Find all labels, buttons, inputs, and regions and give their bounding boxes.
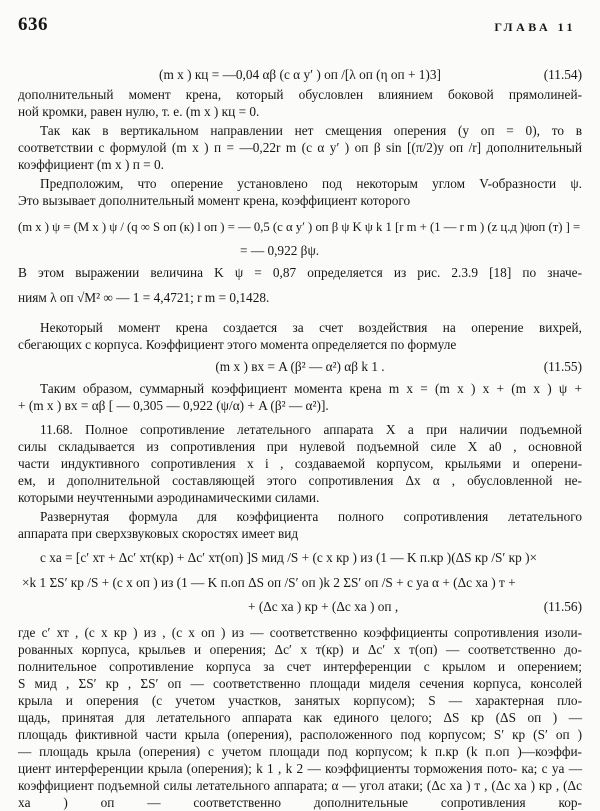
text-line: соответствии с формулой (m x ) п = —0,22r m (c α y′ ) оп β sin [(π/2)y оп /r] дополнительный [18,140,582,155]
text-line: Это вызывает дополнительный момент крена, коэффициент которого [18,193,411,208]
text-line: сбегающих с корпуса. Коэффициент этого момента определяется по формуле [18,337,457,352]
equation-11-56-line2: ×k 1 ΣS′ кр /S + (c x оп ) из (1 — K п.оп ΔS оп /S′ оп )k 2 ΣS′ оп /S + c ya α + (Δc xa ) т + [22,575,516,590]
text-line: циент интерференции крыла (оперения); k 1 , k 2 — коэффициенты торможения пото- ка; c ya — коэффициент подъемной силы летательного аппарата; α — угол атаки; (Δc xa ) т , (Δc xa ) кр , (Δc xa ) оп — соответственно дополнительные сопротивления кор- [18,761,582,810]
text-line: ниям λ оп √M² ∞ — 1 = 4,4721; r m = 0,1428. [18,290,270,305]
text-line: ем, и дополнительной составляющей этого сопротивления Δx α , обусловленной не- [18,473,582,488]
text-line: части индуктивного сопротивления x i , создаваемой корпусом, крыльями и оперени- [18,456,582,471]
text-line: где c′ хт , (c x кр ) из , (c x оп ) из — соответственно коэффициенты сопротивления изоли- [18,625,582,640]
text-line: щадь, принятая для летательного аппарата как единого целого; ΔS кр (ΔS оп ) — [18,710,582,725]
text-line: аппарата при сверхзвуковых скоростях имеет вид [18,526,299,541]
equation-11-56-line1: c xa = [c′ хт + Δc′ хт(кр) + Δc′ хт(оп) ]S мид /S + (c x кр ) из (1 — K п.кр )(ΔS кр /S′ кр )× [40,550,538,565]
text-line: Таким образом, суммарный коэффициент момента крена m x = (m x ) x + (m x ) ψ + [40,381,582,396]
text-line: Некоторый момент крена создается за счет воздействия на оперение вихрей, [40,320,582,335]
text-line: дополнительный момент крена, который обусловлен влиянием боковой прямолиней- [18,87,582,102]
text-line: рованных корпуса, крыльев и оперения; Δc′ x т(кр) и Δc′ x т(оп) — соответственно до- [18,642,582,657]
equation-roll-moment-psi: (m x ) ψ = (M x ) ψ / (q ∞ S оп (к) l оп ) = — 0,5 (c α y′ ) оп β ψ K ψ k 1 [r m + (1 — r m ) (z ц.д )ψоп (т) ] = [18,220,581,234]
equation-11-55: (m x ) вх = A (β² — α²) αβ k 1 . [215,359,385,374]
text-line: Предположим, что оперение установлено под некоторым углом V-образности ψ. [40,176,582,191]
equation-number: (11.54) [543,67,582,82]
text-line: В этом выражении величина K ψ = 0,87 определяется из рис. 2.3.9 [18] по значе- [18,265,582,280]
page-number: 636 [18,14,48,35]
text-line: — площадь крыла (оперения) с учетом площади под корпусом; k п.кр (k п.оп )—коэффи- [18,744,582,759]
equation-11-56-line3: + (Δc xa ) кр + (Δc xa ) оп , [248,599,399,614]
text-line: S мид , ΣS′ кр , ΣS′ оп — соответственно площади миделя сечения корпуса, консолей [18,676,582,691]
text-line: + (m x ) вх = αβ [ — 0,305 — 0,922 (ψ/α) + A (β² — α²)]. [18,398,329,413]
text-line: площадь фиктивной части крыла (оперения), расположенного под корпусом; S′ кр (S′ оп ) [18,727,582,742]
text-line: коэффициент (m x ) п = 0. [18,157,164,172]
chapter-header: ГЛАВА 11 [494,20,576,34]
text-line: ной кромки, равен нулю, т. е. (m x ) кц = 0. [18,104,260,119]
equation-number: (11.55) [543,359,582,374]
section-11-68-start: 11.68. Полное сопротивление летательного аппарата X a при наличии подъемной [40,422,582,437]
text-line: Развернутая формула для коэффициента полного сопротивления летательного [40,509,582,524]
text-line: которыми неучтенными аэродинамическими силами. [18,490,320,505]
text-line: полнительное сопротивление корпуса за счет интерференции с крылом и оперением; [18,659,582,674]
equation-roll-moment-result: = — 0,922 βψ. [240,243,320,258]
text-line: крыла и оперения (с учетом участков, занятых корпусом); S — характерная пло- [18,693,582,708]
equation-number: (11.56) [543,599,582,614]
text-line: Так как в вертикальном направлении нет смещения оперения (y оп = 0), то в [40,123,582,138]
equation-11-54: (m x ) кц = —0,04 αβ (c α y′ ) оп /[λ оп (η оп + 1)3] [159,67,441,82]
text-line: силы складывается из сопротивления при нулевой подъемной силе X a0 , основной [18,439,582,454]
